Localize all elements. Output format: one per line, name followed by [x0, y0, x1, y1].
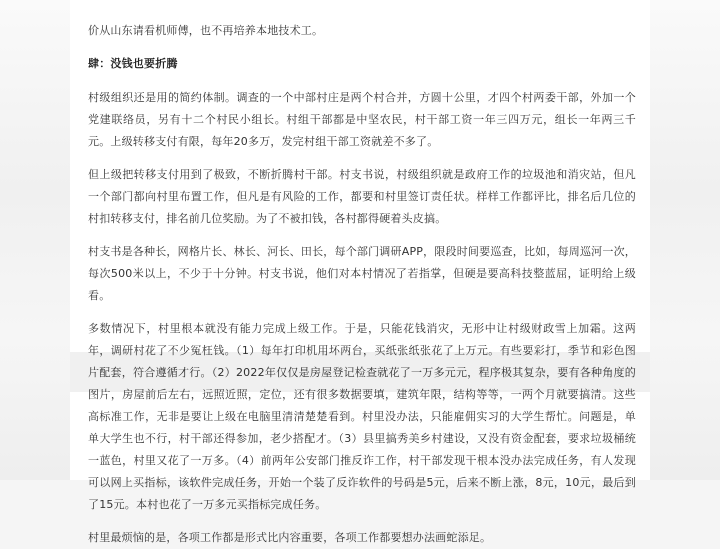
paragraph-transfer-payments: 但上级把转移支付用到了极致，不断折腾村干部。村支书说，村级组织就是政府工作的垃圾池和消灾站，但凡一个部门都向村里布置工作，但凡是有风险的工作，都要和村里签订责任状。样样工作都评比，排名后几位的村扣转移支付，排名前几位奖励。为了不被扣钱，各村都得硬着头皮搞。 — [88, 168, 636, 225]
right-margin-background — [650, 0, 720, 480]
article-page — [70, 0, 650, 544]
paragraph-party-secretary-roles: 村支书是各种长，网格片长、林长、河长、田长，每个部门调研APP，限段时间要巡查，比如，每周巡河一次，每次500米以上，不少于十分钟。村支书说，他们对本村情况了若指掌，但硬是要高科技整蓝屈，证明给上级看。 — [88, 245, 636, 302]
left-margin-background — [0, 0, 70, 480]
paragraph-spending-examples: 多数情况下，村里根本就没有能力完成上级工作。于是，只能花钱消灾，无形中让村级财政雪上加霜。这两年，调研村花了不少冤枉钱。（1）每年打印机用坏两台，买纸张纸张花了上万元。有些要彩打，季节和彩色图片配套，符合遵循才行。（2）2022年仅仅是房屋登记检查就花了一万多元元，程序极其复杂，要有各种角度的图片，房屋前后左右，远照近照，定位，还有很多数据要填，建筑年限，结构等等，一两个月就要搞清。这些高标准工作，无非是要让上级在电脑里清清楚楚看到。村里没办法，只能雇佣实习的大学生帮忙。问题是，单单大学生也不行，村干部还得参加，老少搭配才。（3）县里搞秀美乡村建设，又没有资金配套，要求垃圾桶统一蓝色，村里又花了一万多。（4）前两年公安部门推反诈工作，村干部发现干根本没办法完成任务，有人发现可以网上买指标，该软件完成任务，开始一个装了反诈软件的号码是5元，后来不断上涨，8元，10元，最后到了15元。本村也花了一万多元买指标完成任务。 — [88, 322, 636, 511]
paragraph-village-organization: 村级组织还是用的简约体制。调查的一个中部村庄是两个村合并，方圆十公里，才四个村两委干部，外加一个党建联络员，另有十二个村民小组长。村组干部都是中坚农民，村干部工资一年三四万元，组长一年两三千元。上级转移支付有限，每年20多万，发完村组干部工资就差不多了。 — [88, 91, 636, 148]
section-heading: 肆：没钱也要折腾 — [88, 57, 178, 70]
paragraph-continuation: 价从山东请看机师傅，也不再培养本地技术工。 — [88, 24, 324, 37]
paragraph-conclusion: 村里最烦恼的是，各项工作都是形式比内容重要，各项工作都要想办法画蛇添足。 — [88, 531, 492, 544]
